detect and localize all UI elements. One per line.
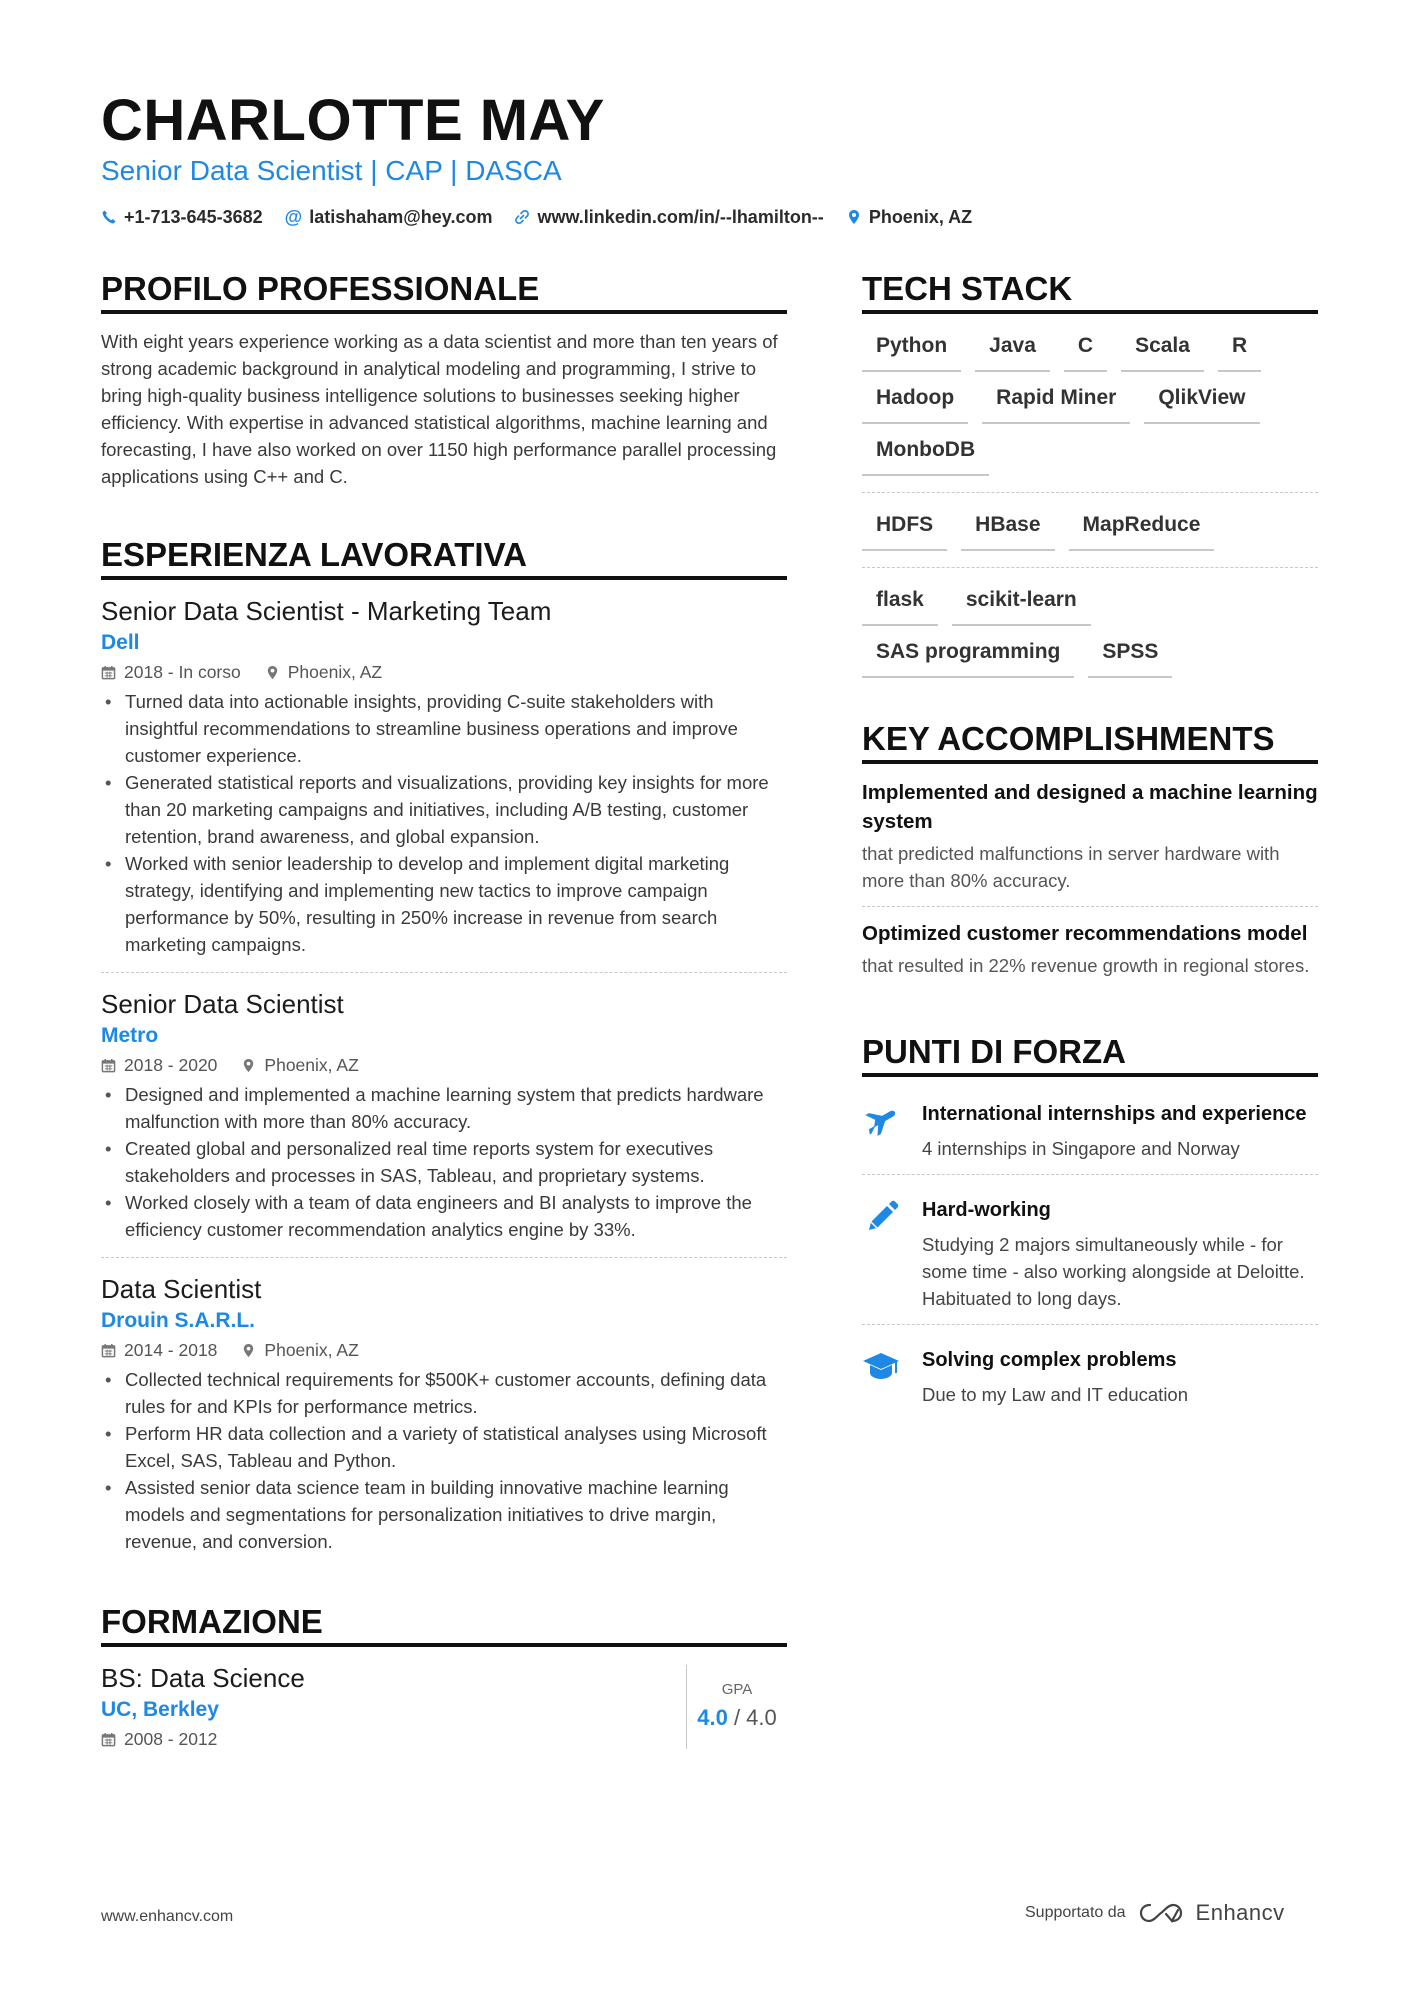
job-meta — [101, 1051, 787, 1079]
tech-tag: C — [1064, 328, 1107, 372]
tech-row — [862, 328, 1318, 380]
tech-stack-section — [862, 270, 1318, 686]
gpa-max: / 4.0 — [733, 1705, 777, 1730]
education-meta — [101, 1725, 661, 1753]
phone-contact[interactable] — [101, 204, 263, 230]
company-name: Metro — [101, 1024, 159, 1047]
job-location — [265, 658, 382, 686]
strength-text — [922, 1099, 1307, 1162]
job-bullets — [101, 688, 787, 958]
tech-tag: HBase — [961, 507, 1054, 551]
accomplishment-title: Optimized customer recommendations model — [862, 922, 1308, 945]
left-column — [101, 270, 787, 1753]
candidate-name: CHARLOTTE MAY — [101, 88, 605, 153]
strength-text — [922, 1345, 1188, 1408]
candidate-subtitle: Senior Data Scientist | CAP | DASCA — [101, 155, 562, 186]
gpa-box — [686, 1665, 787, 1749]
job-entry — [101, 987, 787, 1258]
linkedin-text: www.linkedin.com/in/--lhamilton-- — [537, 207, 824, 227]
accomplishments-section — [862, 720, 1318, 991]
job-entry — [101, 594, 787, 973]
tech-row — [862, 507, 1318, 568]
calendar-icon — [101, 1058, 116, 1073]
job-title: Data Scientist — [101, 1274, 262, 1304]
experience-section — [101, 536, 787, 1569]
strength-desc: Studying 2 majors simultaneously while - for some time - also working alongside at Deloitte. Habituated to long days. — [922, 1234, 1305, 1309]
strength-desc: Due to my Law and IT education — [922, 1384, 1189, 1405]
pencil-icon — [862, 1195, 900, 1233]
email-contact[interactable] — [285, 204, 493, 230]
airplane-icon — [862, 1099, 900, 1137]
job-meta — [101, 658, 787, 686]
job-entry — [101, 1272, 787, 1569]
location-pin-icon — [265, 665, 280, 680]
education-title: FORMAZIONE — [101, 1603, 787, 1647]
education-details — [101, 1661, 661, 1753]
job-bullet: • Perform HR data collection and a variety of statistical analyses using Microsoft Excel, SAS, Tableau and Python. — [125, 1420, 787, 1474]
strength-item — [862, 1091, 1318, 1175]
job-dates-text: 2014 - 2018 — [124, 1340, 218, 1360]
link-icon — [514, 209, 530, 225]
footer-branding — [1025, 1900, 1285, 1926]
job-bullet: • Assisted senior data science team in building innovative machine learning models and segmentations for personalization initiatives to drive margin, revenue, and conversion. — [125, 1474, 787, 1555]
location-text: Phoenix, AZ — [868, 207, 973, 227]
job-meta — [101, 1336, 787, 1364]
phone-text: +1-713-645-3682 — [124, 207, 263, 227]
job-bullets — [101, 1081, 787, 1243]
graduation-cap-icon — [862, 1345, 900, 1383]
job-dates — [101, 658, 241, 686]
tech-tag: SPSS — [1088, 634, 1172, 678]
tech-tag: Hadoop — [862, 380, 968, 424]
tech-tag: QlikView — [1144, 380, 1259, 424]
linkedin-contact[interactable] — [514, 204, 823, 230]
education-dates-text: 2008 - 2012 — [124, 1729, 218, 1749]
tech-tag: Java — [975, 328, 1050, 372]
accomplishment-desc: that resulted in 22% revenue growth in regional stores. — [862, 955, 1310, 976]
company-name: Dell — [101, 631, 140, 654]
experience-title: ESPERIENZA LAVORATIVA — [101, 536, 787, 580]
at-icon: @ — [284, 207, 303, 227]
accomplishments-title: KEY ACCOMPLISHMENTS — [862, 720, 1318, 764]
job-bullet: • Worked closely with a team of data engineers and BI analysts to improve the efficiency customer recommendation analytics engine by 33%. — [125, 1189, 787, 1243]
job-location-text: Phoenix, AZ — [287, 662, 383, 682]
tech-row — [862, 432, 1318, 493]
calendar-icon — [101, 1732, 116, 1747]
gpa-label: GPA — [721, 1681, 753, 1698]
tech-tag: Scala — [1121, 328, 1204, 372]
strengths-section — [862, 1033, 1318, 1420]
job-bullet: • Worked with senior leadership to develop and implement digital marketing strategy, identifying and implementing new tactics to improve campaign performance by 50%, resulting in 250% increase in revenue from search marketing campaigns. — [125, 850, 787, 958]
calendar-icon — [101, 1343, 116, 1358]
school-name: UC, Berkley — [101, 1698, 219, 1721]
strength-title: Solving complex problems — [922, 1349, 1177, 1371]
job-dates-text: 2018 - 2020 — [124, 1055, 218, 1075]
powered-by-text: Supportato da — [1025, 1904, 1126, 1921]
gpa-score: 4.0 — [697, 1705, 728, 1730]
strength-title: Hard-working — [922, 1199, 1051, 1221]
gpa-value — [687, 1701, 787, 1735]
contact-bar — [101, 204, 972, 230]
enhancv-logo-icon — [1138, 1902, 1184, 1924]
job-bullet: • Turned data into actionable insights, providing C-suite stakeholders with insightful recommendations to streamline business operations and improve customer experience. — [125, 688, 787, 769]
tech-row — [862, 582, 1318, 634]
job-location-text: Phoenix, AZ — [264, 1340, 359, 1360]
tech-tag: flask — [862, 582, 938, 626]
job-dates-text: 2018 - In corso — [124, 662, 241, 682]
location-contact — [846, 204, 972, 230]
education-entry — [101, 1661, 787, 1753]
profile-text: With eight years experience working as a data scientist and more than ten years of strong academic background in analytical modeling and programming, I strive to bring high-quality business intelligence solutions to businesses seeking higher efficiency. With expertise in advanced statistical algorithms, machine learning and forecasting, I have also worked on over 1150 high performance parallel processing applications using C++ and C. — [101, 331, 778, 487]
location-pin-icon — [241, 1058, 256, 1073]
tech-tag: SAS programming — [862, 634, 1074, 678]
tech-tag: HDFS — [862, 507, 947, 551]
footer-website[interactable]: www.enhancv.com — [101, 1908, 234, 1925]
strength-item — [862, 1337, 1318, 1420]
profile-section — [101, 270, 787, 490]
accomplishment-title: Implemented and designed a machine learning system — [862, 781, 1318, 833]
profile-title: PROFILO PROFESSIONALE — [101, 270, 787, 314]
strength-title: International internships and experience — [922, 1103, 1307, 1125]
tech-tag: Python — [862, 328, 961, 372]
location-pin-icon — [241, 1343, 256, 1358]
accomplishment-item — [862, 919, 1318, 991]
location-pin-icon — [846, 209, 862, 225]
brand-name: Enhancv — [1195, 1900, 1285, 1925]
tech-stack-title: TECH STACK — [862, 270, 1318, 314]
job-dates — [101, 1336, 217, 1364]
strength-desc: 4 internships in Singapore and Norway — [922, 1138, 1240, 1159]
tech-row — [862, 380, 1318, 432]
education-section — [101, 1603, 787, 1753]
job-bullet: • Generated statistical reports and visualizations, providing key insights for more than 20 marketing campaigns and initiatives, including A/B testing, customer retention, brand awareness, and global expansion. — [125, 769, 787, 850]
education-dates — [101, 1725, 217, 1753]
job-bullet: • Created global and personalized real time reports system for executives stakeholders and processes in SAS, Tableau, and proprietary systems. — [125, 1135, 787, 1189]
tech-tag: Rapid Miner — [982, 380, 1130, 424]
job-title: Senior Data Scientist — [101, 989, 344, 1019]
job-title: Senior Data Scientist - Marketing Team — [101, 596, 552, 626]
tech-row — [862, 634, 1318, 686]
strength-item — [862, 1187, 1318, 1325]
strength-text — [922, 1195, 1318, 1312]
company-name: Drouin S.A.R.L. — [101, 1309, 255, 1332]
tech-tag: scikit-learn — [952, 582, 1091, 626]
job-bullet: • Designed and implemented a machine learning system that predicts hardware malfunction with more than 80% accuracy. — [125, 1081, 787, 1135]
email-text: latishaham@hey.com — [309, 207, 493, 227]
job-dates — [101, 1051, 217, 1079]
accomplishment-item — [862, 778, 1318, 907]
job-location-text: Phoenix, AZ — [264, 1055, 359, 1075]
tech-tag: MonboDB — [862, 432, 989, 476]
tech-tag: R — [1218, 328, 1261, 372]
right-column — [862, 270, 1318, 1432]
job-location — [241, 1336, 358, 1364]
job-bullets — [101, 1366, 787, 1555]
job-location — [241, 1051, 358, 1079]
tech-tag: MapReduce — [1069, 507, 1215, 551]
calendar-icon — [101, 665, 116, 680]
degree-title: BS: Data Science — [101, 1663, 305, 1693]
accomplishment-desc: that predicted malfunctions in server hardware with more than 80% accuracy. — [862, 843, 1280, 891]
strengths-title: PUNTI DI FORZA — [862, 1033, 1318, 1077]
phone-icon — [101, 209, 117, 225]
job-bullet: • Collected technical requirements for $500K+ customer accounts, defining data rules for and KPIs for performance metrics. — [125, 1366, 787, 1420]
